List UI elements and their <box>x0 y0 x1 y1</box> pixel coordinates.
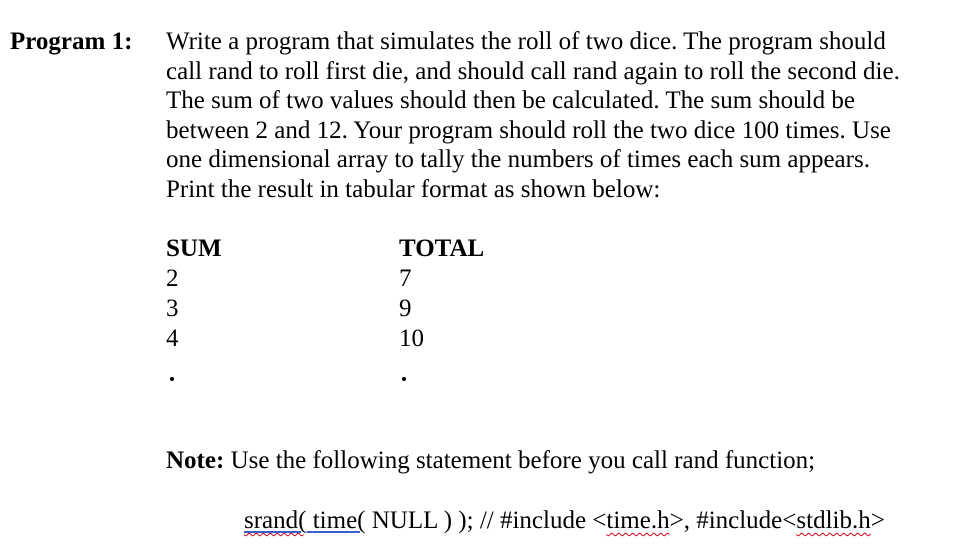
total-header: TOTAL <box>399 235 485 262</box>
sum-cell: 2 <box>166 265 179 292</box>
total-cell: 10 <box>399 325 424 352</box>
ellipsis-dot-sum <box>170 377 174 381</box>
total-cell: 9 <box>399 295 412 322</box>
note-line <box>166 446 815 476</box>
description-line: between 2 and 12. Your program should roll the two dice 100 times. Use <box>166 116 891 144</box>
code-between: >, #include< <box>669 507 797 534</box>
code-middle: NULL ) ); // #include < <box>365 507 607 534</box>
ellipsis-dot-total <box>402 377 406 381</box>
sum-cell: 3 <box>166 295 179 322</box>
program-description <box>166 27 956 205</box>
stdlib-header-token: stdlib.h <box>796 507 871 534</box>
sum-cell: 4 <box>166 325 179 352</box>
total-column <box>399 234 484 354</box>
note-text: Use the following statement before you call rand function; <box>224 447 816 474</box>
description-line: one dimensional array to tally the numbers of times each sum appears. <box>166 146 870 174</box>
total-cell: 7 <box>399 265 412 292</box>
sum-column <box>166 234 222 354</box>
note-label: Note: <box>166 447 225 474</box>
description-line: Write a program that simulates the roll of two dice. The program should <box>166 28 886 55</box>
srand-statement <box>244 506 885 536</box>
code-end: > <box>870 507 885 534</box>
program-label: Program 1: <box>10 28 133 55</box>
description-line: The sum of two values should then be calculated. The sum should be <box>166 87 855 115</box>
srand-token: srand( time( <box>244 507 366 534</box>
time-token: time( <box>312 507 366 534</box>
sum-header: SUM <box>166 235 222 262</box>
description-line: Print the result in tabular format as shown below: <box>166 175 661 203</box>
time-header-token: time.h <box>606 507 670 534</box>
description-line: call rand to roll first die, and should call rand again to roll the second die. <box>166 57 900 85</box>
